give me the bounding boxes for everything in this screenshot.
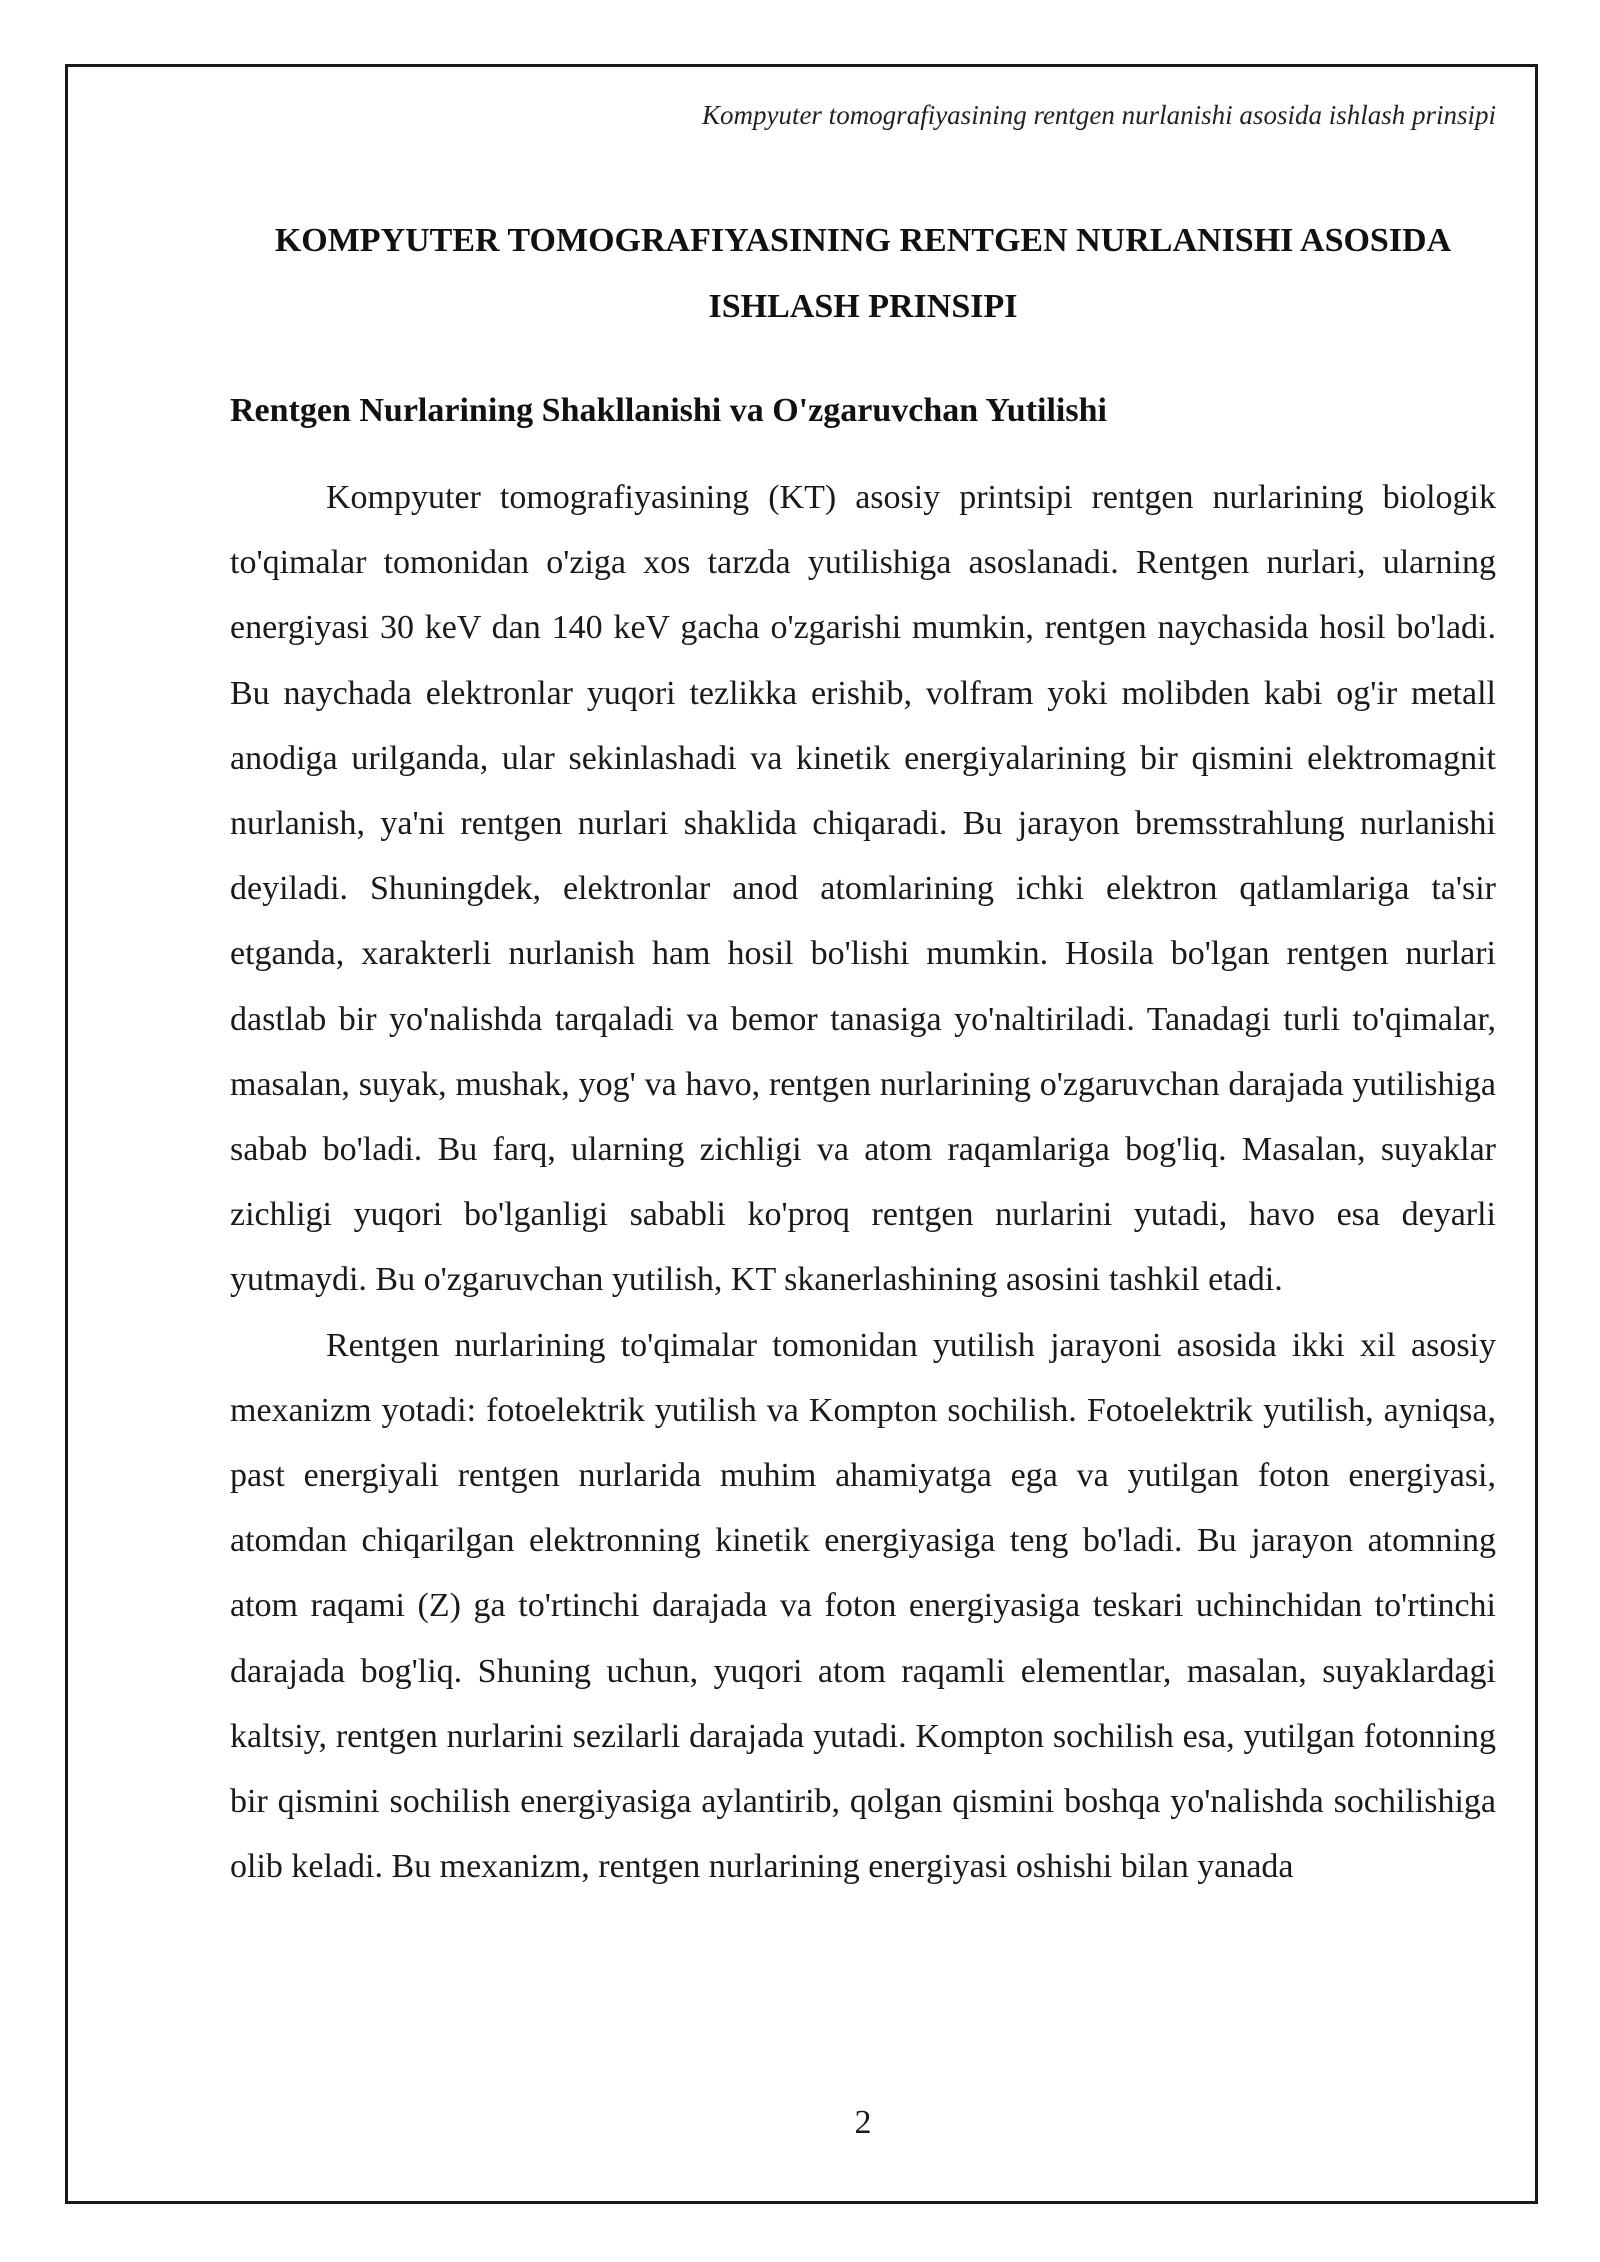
running-header: Kompyuter tomografiyasining rentgen nurlanishi asosida ishlash prinsipi xyxy=(701,100,1496,130)
paragraph-2: Rentgen nurlarining to'qimalar tomonidan yutilish jarayoni asosida ikki xil asosiy mexanizm yotadi: fotoelektrik yutilish va Kompton sochilish. Fotoelektrik yutilish, ayniqsa, past energiyali rentgen nurlarida muhim ahamiyatga ega va yutilgan foton energiyasi, atomdan chiqarilgan elektronning kinetik energiyasiga teng bo'ladi. Bu jarayon atomning atom raqami (Z) ga to'rtinchi darajada va foton energiyasiga teskari uchinchidan to'rtinchi darajada bog'liq. Shuning uchun, yuqori atom raqamli elementlar, masalan, suyaklardagi kaltsiy, rentgen nurlarini sezilarli darajada yutadi. Kompton sochilish esa, yutilgan fotonning bir qismini sochilish energiyasiga aylantirib, qolgan qismini boshqa yo'nalishda sochilishiga olib keladi. Bu mexanizm, rentgen nurlarining energiyasi oshishi bilan yanada xyxy=(230,1326,1496,1886)
page-number: 2 xyxy=(854,2104,872,2141)
body-text xyxy=(230,465,1496,1899)
paragraph-1: Kompyuter tomografiyasining (KT) asosiy printsipi rentgen nurlarining biologik to'qimalar tomonidan o'ziga xos tarzda yutilishiga asoslanadi. Rentgen nurlari, ularning energiyasi 30 keV dan 140 keV gacha o'zgarishi mumkin, rentgen naychasida hosil bo'ladi. Bu naychada elektronlar yuqori tezlikka erishib, volfram yoki molibden kabi og'ir metall anodiga urilganda, ular sekinlashadi va kinetik energiyalarining bir qismini elektromagnit nurlanish, ya'ni rentgen nurlari shaklida chiqaradi. Bu jarayon bremsstrahlung nurlanishi deyiladi. Shuningdek, elektronlar anod atomlarining ichki elektron qatlamlariga ta'sir etganda, xarakterli nurlanish ham hosil bo'lishi mumkin. Hosila bo'lgan rentgen nurlari dastlab bir yo'nalishda tarqaladi va bemor tanasiga yo'naltiriladi. Tanadagi turli to'qimalar, masalan, suyak, mushak, yog' va havo, rentgen nurlarining o'zgaruvchan darajada yutilishiga sabab bo'ladi. Bu farq, ularning zichligi va atom raqamlariga bog'liq. Masalan, suyaklar zichligi yuqori bo'lganligi sababli ko'proq rentgen nurlarini yutadi, havo esa deyarli yutmaydi. Bu o'zgaruvchan yutilish, KT skanerlashining asosini tashkil etadi. xyxy=(230,479,1496,1299)
document-title: KOMPYUTER TOMOGRAFIYASINING RENTGEN NURLANISHI ASOSIDA ISHLASH PRINSIPI xyxy=(274,222,1452,325)
section-heading: Rentgen Nurlarining Shakllanishi va O'zgaruvchan Yutilishi xyxy=(230,392,1107,429)
